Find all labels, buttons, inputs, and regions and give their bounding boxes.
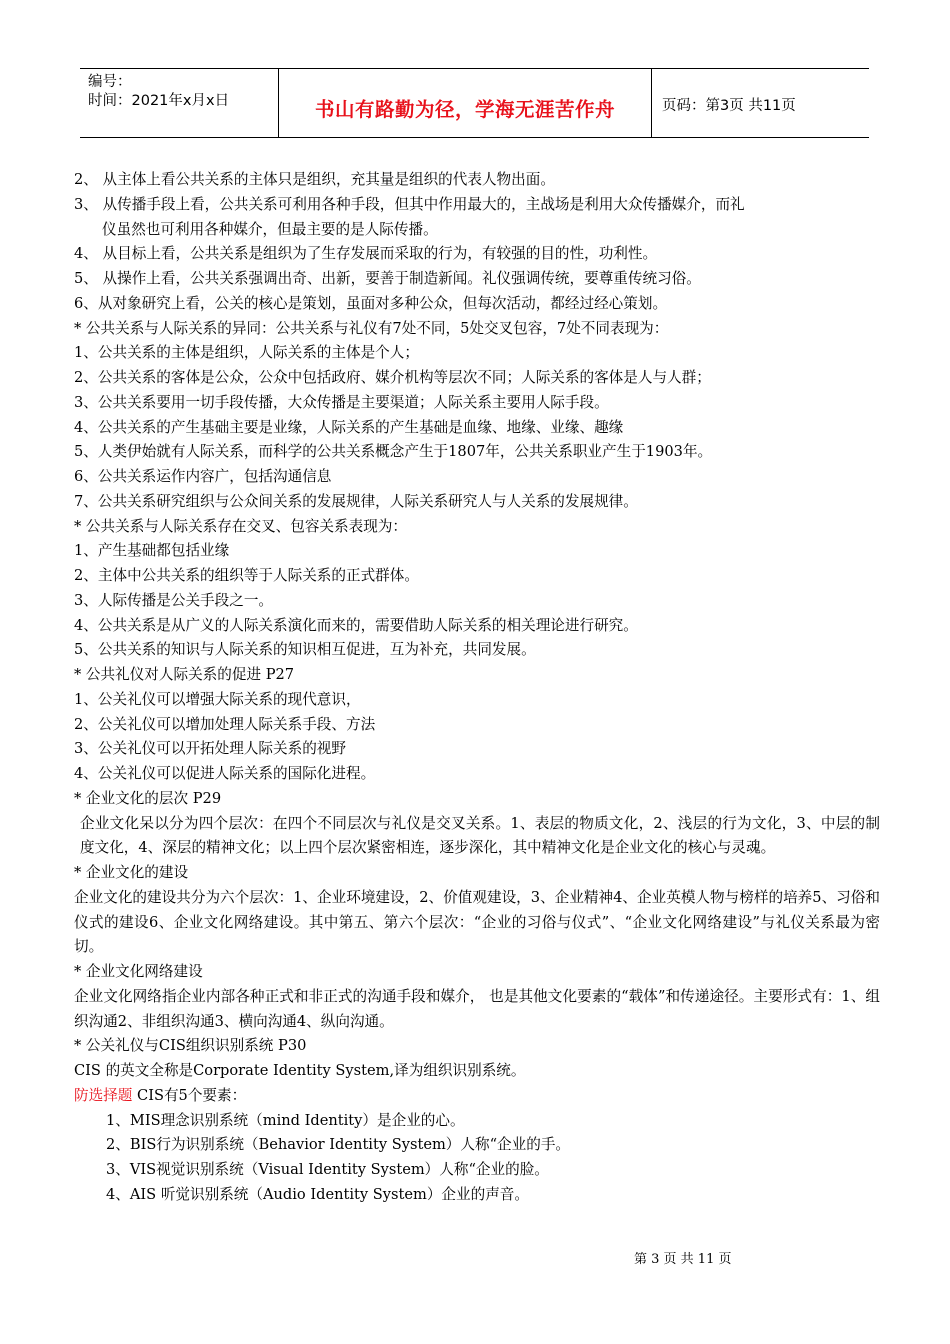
exam-tag: 防选择题 xyxy=(74,1086,133,1104)
section-heading: * 公共礼仪对人际关系的促进 P27 xyxy=(74,666,295,683)
text-line: 6、从对象研究上看，公关的核心是策划，虽面对多种公众，但每次活动，都经过经心策划。 xyxy=(74,294,668,312)
text-line: 3、 从传播手段上看，公共关系可利用各种手段，但其中作用最大的，主战场是利用大众传播媒介，而礼 xyxy=(74,195,745,213)
text-line: 7、公共关系研究组织与公众间关系的发展规律，人际关系研究人与人关系的发展规律。 xyxy=(74,492,638,510)
header-page-cell xyxy=(652,69,869,137)
number-label: 编号： xyxy=(88,74,132,90)
section-heading: * 企业文化的层次 P29 xyxy=(74,789,222,807)
text-line: 3、公共关系要用一切手段传播，大众传播是主要渠道；人际关系主要用人际手段。 xyxy=(74,393,609,411)
header-left-cell xyxy=(80,69,279,137)
text-line: 2、公关礼仪可以增加处理人际关系手段、方法 xyxy=(74,715,376,733)
time-label: 时间：2021年x月x日 xyxy=(88,93,230,109)
cis-elements-line xyxy=(74,1084,880,1109)
paragraph-culture-levels: 企业文化呆以分为四个层次：在四个不同层次与礼仪是交叉关系。1、表层的物质文化，2、浅层的行为文化，3、中层的制度文化，4、深层的精神文化；以上四个层次紧密相连，逐步深化，其中精神文化是企业文化的核心与灵魂。 xyxy=(80,814,880,857)
list-item: 2、BIS行为识别系统（Behavior Identity System）人称“企业的手。 xyxy=(106,1136,571,1154)
list-item: 3、VIS视觉识别系统（Visual Identity System）人称“企业的脸。 xyxy=(106,1161,549,1178)
text-line: 5、人类伊始就有人际关系，而科学的公共关系概念产生于1807年，公共关系职业产生于1903年。 xyxy=(74,443,713,461)
text-line: 2、 从主体上看公共关系的主体只是组织，充其量是组织的代表人物出面。 xyxy=(74,171,555,188)
text-line: 5、公共关系的知识与人际关系的知识相互促进，互为补充，共同发展。 xyxy=(74,641,536,659)
text-line: 仪虽然也可利用各种媒介，但最主要的是人际传播。 xyxy=(102,220,438,238)
text-line: 1、产生基础都包括业缘 xyxy=(74,542,230,560)
cis-elements-text: CIS有5个要素： xyxy=(132,1086,247,1104)
text-line: 2、公共关系的客体是公众，公众中包括政府、媒介机构等层次不同；人际关系的客体是人与人群； xyxy=(74,369,711,386)
header-motto-cell xyxy=(279,69,652,137)
page-info: 页码：第3页 共11页 xyxy=(662,98,796,114)
text-line: CIS 的英文全称是Corporate Identity System,译为组织识别系统。 xyxy=(74,1062,526,1079)
document-body xyxy=(74,168,880,1208)
text-line: 6、公共关系运作内容广，包括沟通信息 xyxy=(74,468,332,485)
text-line: 1、公共关系的主体是组织，人际关系的主体是个人； xyxy=(74,344,419,362)
text-line: 2、主体中公共关系的组织等于人际关系的正式群体。 xyxy=(74,567,419,584)
page-footer: 第 3 页 共 11 页 xyxy=(634,1252,732,1267)
text-line: 4、公关礼仪可以促进人际关系的国际化进程。 xyxy=(74,765,376,782)
text-line: 3、公关礼仪可以开拓处理人际关系的视野 xyxy=(74,740,346,758)
paragraph-culture-network: 企业文化网络指企业内部各种正式和非正式的沟通手段和媒介， 也是其他文化要素的“载体”和传递途径。主要形式有：1、组织沟通2、非组织沟通3、横向沟通4、纵向沟通。 xyxy=(74,987,880,1030)
motto-text: 书山有路勤为径，学海无涯苦作舟 xyxy=(314,98,615,121)
text-line: 3、人际传播是公关手段之一。 xyxy=(74,591,274,609)
paragraph-culture-build: 企业文化的建设共分为六个层次：1、企业环境建设，2、价值观建设，3、企业精神4、企业英模人物与榜样的培养5、习俗和仪式的建设6、企业文化网络建设。其中第五、第六个层次：“企业的习俗与仪式”、“企业文化网络建设”与礼仪关系最为密切。 xyxy=(74,888,880,956)
text-line: 4、公共关系是从广义的人际关系演化而来的，需要借助人际关系的相关理论进行研究。 xyxy=(74,616,638,634)
list-item: 4、AIS 听觉识别系统（Audio Identity System）企业的声音。 xyxy=(106,1185,529,1203)
section-heading: * 公关礼仪与CIS组织识别系统 P30 xyxy=(74,1037,307,1055)
text-line: 5、 从操作上看，公共关系强调出奇、出新，要善于制造新闻。礼仪强调传统，要尊重传统习俗。 xyxy=(74,270,701,287)
text-line: 4、公共关系的产生基础主要是业缘，人际关系的产生基础是血缘、地缘、业缘、趣缘 xyxy=(74,418,624,436)
text-line: 4、 从目标上看，公共关系是组织为了生存发展而采取的行为，有较强的目的性，功利性。 xyxy=(74,245,658,263)
section-heading: * 公共关系与人际关系的异同：公共关系与礼仪有7处不同，5处交叉包容，7处不同表现为： xyxy=(74,319,669,337)
section-heading: * 企业文化网络建设 xyxy=(74,963,203,980)
section-heading: * 企业文化的建设 xyxy=(74,864,189,881)
page-header xyxy=(80,68,869,138)
text-line: 1、公关礼仪可以增强大际关系的现代意识， xyxy=(74,690,361,708)
section-heading: * 公共关系与人际关系存在交叉、包容关系表现为： xyxy=(74,517,408,535)
list-item: 1、MIS理念识别系统（mind Identity）是企业的心。 xyxy=(106,1111,465,1129)
